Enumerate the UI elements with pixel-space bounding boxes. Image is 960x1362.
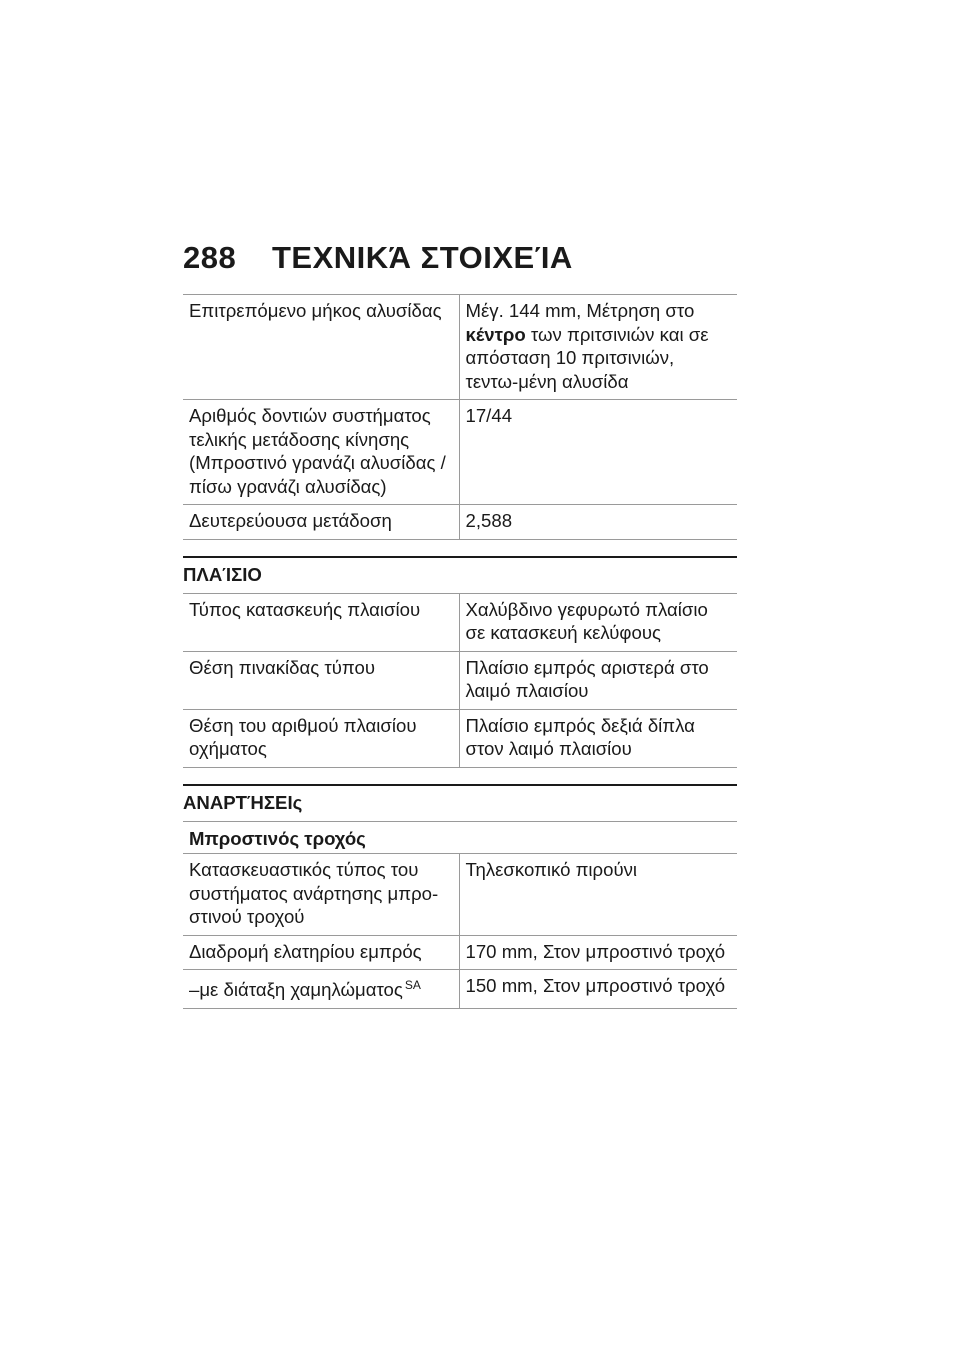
spec-label: –με διάταξη χαμηλώματος $^{SA}$ [183,970,459,1009]
spec-value: 17/44 [459,400,737,505]
table-row [183,505,737,540]
spec-value: Χαλύβδινο γεφυρωτό πλαίσιο σε κατασκευή κελύφους [459,593,737,651]
table-row [183,295,737,400]
frame-section-title: ΠΛΑΊΣΙΟ [183,556,737,593]
frame-spec-table [183,593,737,768]
table-row [183,970,737,1009]
table-row [183,709,737,767]
spec-label: Επιτρεπόμενο μήκος αλυσίδας [183,295,459,400]
page-number: 288 [183,240,237,275]
spec-value: 170 mm, Στον μπροστινό τροχό [459,935,737,970]
spec-value: Τηλεσκοπικό πιρούνι [459,854,737,936]
table-row [183,935,737,970]
spec-label: Τύπος κατασκευής πλαισίου [183,593,459,651]
page-header [183,240,743,276]
spec-value: 150 mm, Στον μπροστινό τροχό [459,970,737,1009]
suspension-spec-table [183,821,737,1009]
page-content [183,294,737,1009]
table-row [183,400,737,505]
spec-value: Πλαίσιο εμπρός δεξιά δίπλα στον λαιμό πλαισίου [459,709,737,767]
emphasis-text: κέντρο [465,323,526,345]
spec-label: Αριθμός δοντιών συστήματος τελικής μετάδοσης κίνησης (Μπροστινό γρανάζι αλυσίδας / πίσω γρανάζι αλυσίδας) [183,400,459,505]
spec-value: Μέγ. 144 mm, Μέτρηση στο κέντρο των πριτσινιών και σε απόσταση 10 πριτσινιών, τεντω-μένη αλυσίδα [459,295,737,400]
spec-label: Δευτερεύουσα μετάδοση [183,505,459,540]
spec-value: Πλαίσιο εμπρός αριστερά στο λαιμό πλαισίου [459,651,737,709]
spec-label: Θέση πινακίδας τύπου [183,651,459,709]
table-row [183,651,737,709]
spec-label: Θέση του αριθμού πλαισίου οχήματος [183,709,459,767]
chain-spec-table [183,294,737,540]
spec-value: 2,588 [459,505,737,540]
spec-label: Κατασκευαστικός τύπος του συστήματος ανάρτησης μπρο-στινού τροχού [183,854,459,936]
table-row [183,854,737,936]
table-row [183,593,737,651]
spec-label: Διαδρομή ελατηρίου εμπρός [183,935,459,970]
chapter-title: ΤΕΧΝΙΚΆ ΣΤΟΙΧΕΊΑ [272,240,573,275]
table-subheading-row [183,821,737,854]
suspension-section-title: ΑΝΑΡΤΉΣΕΙς [183,784,737,821]
front-wheel-subheading: Μπροστινός τροχός [183,821,737,854]
optional-equipment-marker: SA [404,978,421,992]
